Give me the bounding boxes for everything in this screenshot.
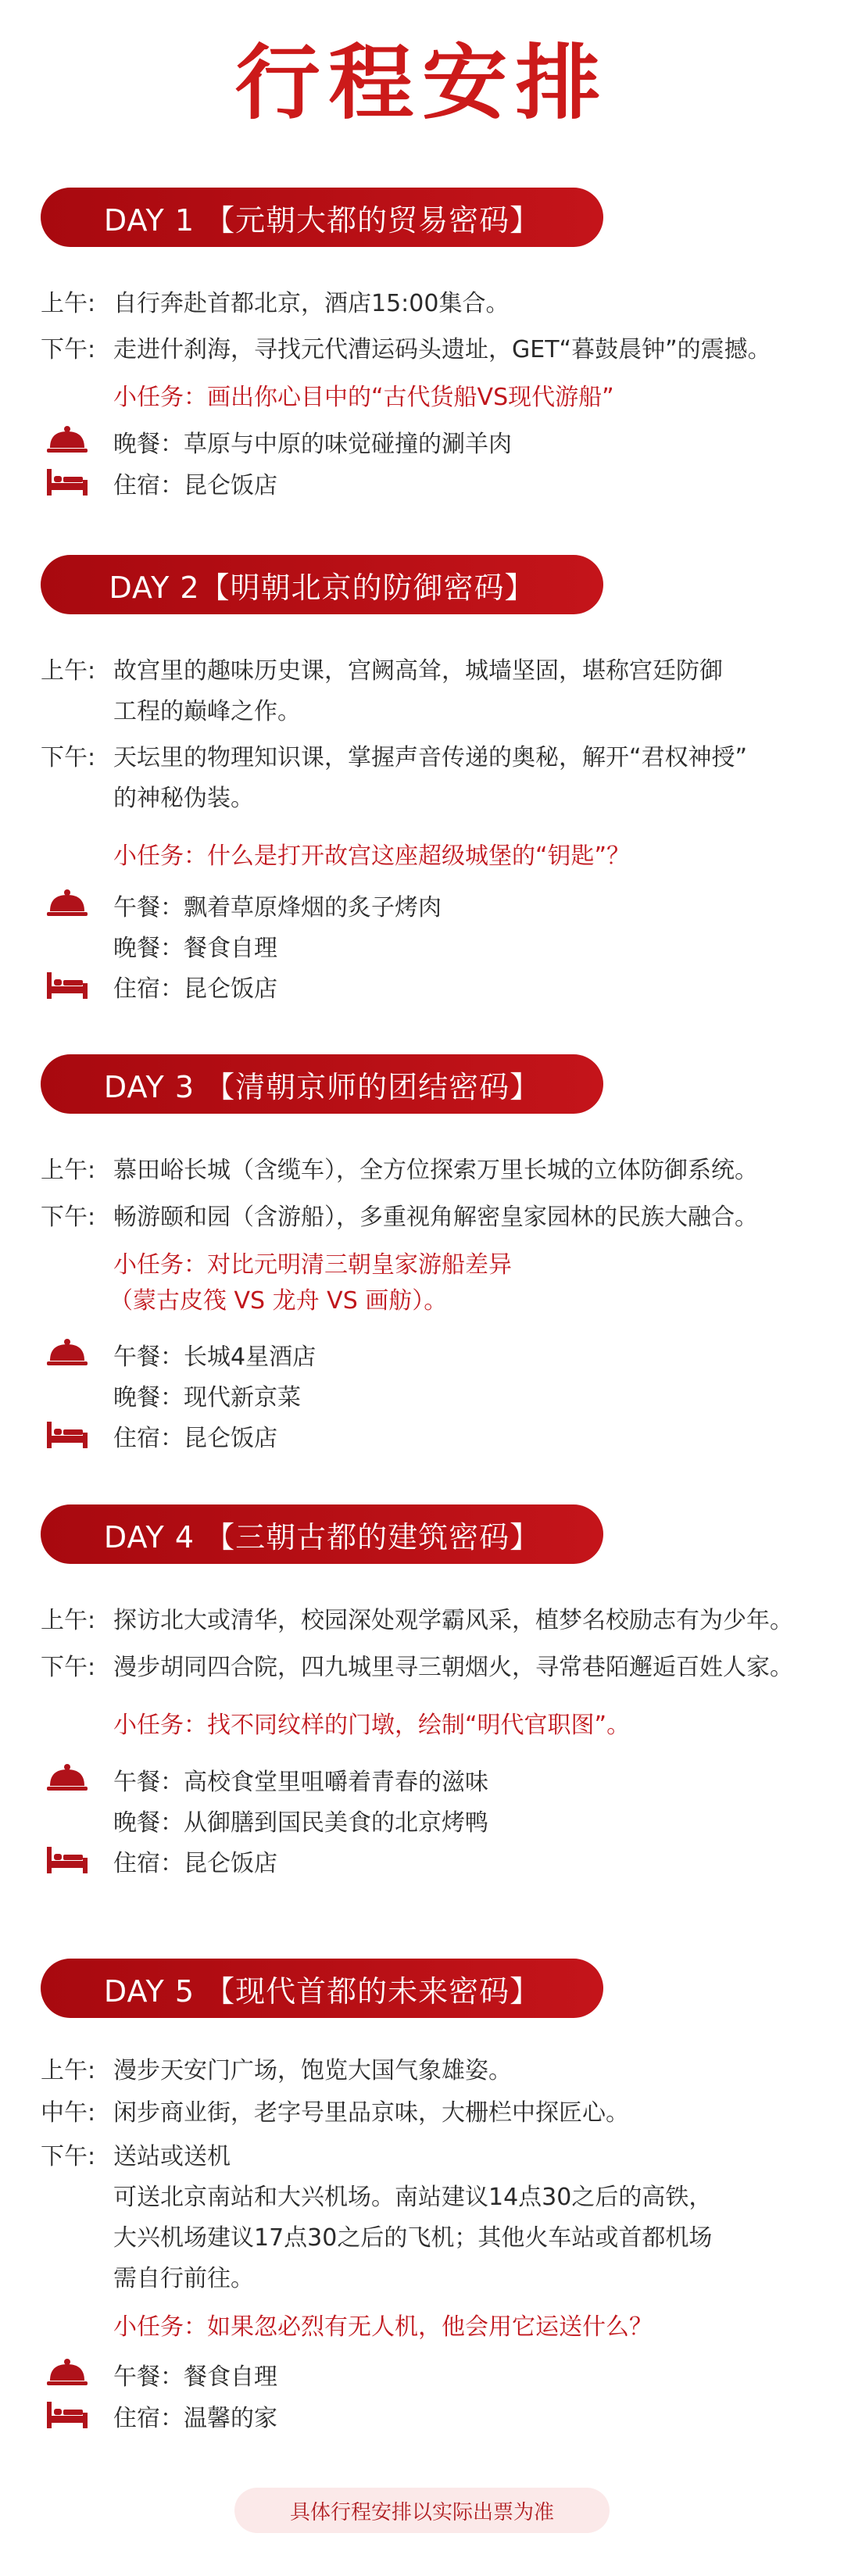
morning-text: 探访北大或清华，校园深处观学霸风采，植梦名校励志有为少年。: [113, 1607, 793, 1634]
stay-row: [0, 969, 844, 1010]
cloche-icon: [45, 1337, 89, 1368]
bed-icon: [45, 2399, 89, 2430]
lunch-row: [0, 888, 844, 928]
afternoon-text-line-1: 送站或送机: [113, 2143, 231, 2170]
afternoon-text-line-3: 大兴机场建议17点30之后的飞机；其他火车站或首都机场: [113, 2224, 713, 2252]
lunch-row: [0, 2357, 844, 2398]
mini-task: 小任务：找不同纹样的门墩，绘制“明代官职图”。: [113, 1712, 631, 1739]
dinner-text: 晚餐：从御膳到国民美食的北京烤鸭: [113, 1809, 488, 1837]
noon-text: 闲步商业街，老字号里品京味，大栅栏中探匠心。: [113, 2099, 629, 2127]
page-title: 行程安排: [234, 35, 610, 131]
mini-task-line-1: 小任务：对比元明清三朝皇家游船差异: [113, 1251, 512, 1279]
afternoon-label: 下午:: [41, 744, 96, 771]
stay-text: 住宿：昆仑饭店: [113, 1850, 277, 1877]
afternoon-text: 漫步胡同四合院，四九城里寻三朝烟火，寻常巷陌邂逅百姓人家。: [113, 1654, 793, 1681]
lunch-row: [0, 1337, 844, 1378]
morning-text: 自行奔赴首都北京，酒店15:00集合。: [113, 290, 510, 317]
day-2-header: DAY 2【明朝北京的防御密码】: [41, 555, 603, 614]
stay-row: [0, 2399, 844, 2439]
morning-text-line-1: 故宫里的趣味历史课，宫阙高耸，城墙坚固，堪称宫廷防御: [113, 657, 723, 685]
afternoon-label: 下午:: [41, 1654, 96, 1681]
footer-note: 具体行程安排以实际出票为准: [234, 2488, 610, 2533]
dinner-row: [0, 1378, 844, 1419]
bed-icon: [45, 1844, 89, 1875]
day-1-header: DAY 1 【元朝大都的贸易密码】: [41, 188, 603, 247]
morning-text-line-2: 工程的巅峰之作。: [113, 698, 301, 725]
morning-label: 上午:: [41, 1607, 96, 1634]
afternoon-label: 下午:: [41, 336, 96, 363]
afternoon-text-line-2: 的神秘伪装。: [113, 785, 254, 812]
noon-label: 中午:: [41, 2099, 96, 2127]
dinner-text: 晚餐：餐食自理: [113, 935, 277, 962]
cloche-icon: [45, 1762, 89, 1794]
mini-task-line-2: （蒙古皮筏 VS 龙舟 VS 画舫）。: [109, 1287, 448, 1315]
stay-row: [0, 1844, 844, 1884]
lunch-text: 午餐：长城4星酒店: [113, 1343, 316, 1371]
stay-text: 住宿：昆仑饭店: [113, 975, 277, 1003]
bed-icon: [45, 1419, 89, 1450]
morning-label: 上午:: [41, 2057, 96, 2084]
lunch-text: 午餐：飘着草原烽烟的炙子烤肉: [113, 894, 442, 921]
dinner-row: [0, 928, 844, 969]
lunch-row: [0, 1762, 844, 1803]
stay-text: 住宿：昆仑饭店: [113, 472, 277, 499]
afternoon-text: 畅游颐和园（含游船），多重视角解密皇家园林的民族大融合。: [113, 1204, 758, 1231]
mini-task: 小任务：如果忽必烈有无人机，他会用它运送什么？: [113, 2313, 653, 2341]
dinner-text: 晚餐：现代新京菜: [113, 1384, 301, 1411]
afternoon-text-line-4: 需自行前往。: [113, 2265, 254, 2292]
lunch-text: 午餐：餐食自理: [113, 2363, 277, 2391]
morning-label: 上午:: [41, 657, 96, 685]
bed-icon: [45, 969, 89, 1000]
morning-text: 慕田峪长城（含缆车），全方位探索万里长城的立体防御系统。: [113, 1157, 758, 1184]
day-5-header: DAY 5 【现代首都的未来密码】: [41, 1959, 603, 2018]
cloche-icon: [45, 2357, 89, 2388]
stay-row: [0, 1419, 844, 1459]
cloche-icon: [45, 424, 89, 456]
stay-text: 住宿：温馨的家: [113, 2405, 277, 2432]
afternoon-label: 下午:: [41, 2143, 96, 2170]
afternoon-label: 下午:: [41, 1204, 96, 1231]
morning-label: 上午:: [41, 290, 96, 317]
afternoon-text-line-1: 天坛里的物理知识课，掌握声音传递的奥秘，解开“君权神授”: [113, 744, 748, 771]
dinner-text: 晚餐：草原与中原的味觉碰撞的涮羊肉: [113, 431, 512, 458]
bed-icon: [45, 466, 89, 497]
afternoon-text-line-2: 可送北京南站和大兴机场。南站建议14点30之后的高铁，: [113, 2184, 713, 2211]
day-4-header: DAY 4 【三朝古都的建筑密码】: [41, 1504, 603, 1564]
stay-text: 住宿：昆仑饭店: [113, 1425, 277, 1452]
cloche-icon: [45, 888, 89, 919]
stay-row: [0, 466, 844, 506]
lunch-text: 午餐：高校食堂里咀嚼着青春的滋味: [113, 1769, 488, 1796]
day-3-header: DAY 3 【清朝京师的团结密码】: [41, 1054, 603, 1114]
morning-text: 漫步天安门广场，饱览大国气象雄姿。: [113, 2057, 512, 2084]
morning-label: 上午:: [41, 1157, 96, 1184]
mini-task: 小任务：什么是打开故宫这座超级城堡的“钥匙”？: [113, 843, 631, 870]
mini-task: 小任务：画出你心目中的“古代货船VS现代游船”: [113, 384, 614, 411]
dinner-row: [0, 1803, 844, 1844]
dinner-row: [0, 424, 844, 465]
afternoon-text: 走进什刹海，寻找元代漕运码头遗址，GET“暮鼓晨钟”的震撼。: [113, 336, 771, 363]
